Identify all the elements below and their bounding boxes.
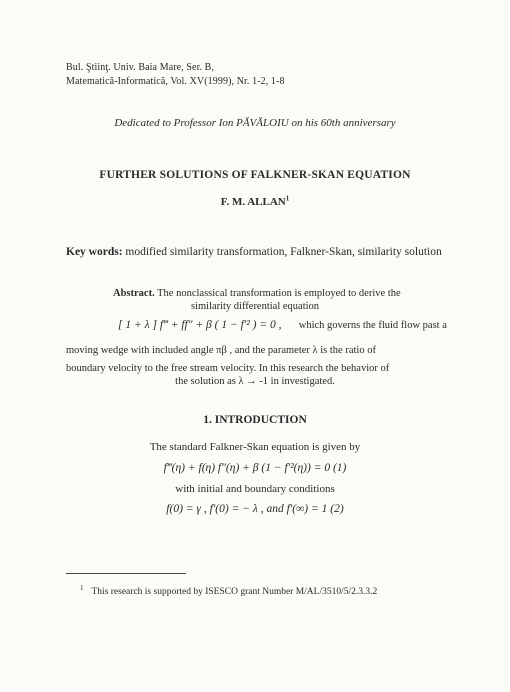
- keywords-label: Key words:: [66, 246, 123, 258]
- abstract-line4: moving wedge with included angle πβ , and the parameter λ is the ratio of: [66, 345, 376, 356]
- abstract-line5: boundary velocity to the free stream velocity. In this research the behavior of: [66, 363, 390, 374]
- keywords-text: modified similarity transformation, Falkner-Skan, similarity solution: [122, 246, 442, 258]
- equation-1: f‴(η) + f(η) f″(η) + β (1 − f′²(η)) = 0 (1): [163, 462, 347, 474]
- abstract-equation: [ 1 + λ ] f‴ + ff″ + β ( 1 − f′² ) = 0 ,: [118, 319, 282, 331]
- keywords: [66, 246, 442, 258]
- paper-title: FURTHER SOLUTIONS OF FALKNER-SKAN EQUATION: [99, 169, 411, 181]
- abstract-line2: similarity differential equation: [190, 301, 320, 312]
- section-heading: 1. INTRODUCTION: [203, 414, 307, 426]
- intro-line2: with initial and boundary conditions: [175, 483, 335, 495]
- abstract-line1: Abstract. The nonclassical transformation is employed to derive the: [113, 288, 401, 299]
- abstract-label: Abstract.: [113, 288, 155, 299]
- abstract-line6: the solution as λ → -1 in investigated.: [175, 376, 335, 387]
- footnote-divider: [66, 573, 186, 574]
- intro-line1: The standard Falkner-Skan equation is given by: [149, 441, 361, 453]
- author-footnote-mark: 1: [285, 194, 290, 203]
- dedication: Dedicated to Professor Ion PĂVĂLOIU on his 60th anniversary: [114, 117, 396, 129]
- footnote: [80, 583, 378, 597]
- abstract-line3: [118, 319, 447, 331]
- author-name: F. M. ALLAN: [220, 196, 286, 208]
- journal-header-line1: Bul. Ştiinţ. Univ. Baia Mare, Ser. B,: [66, 62, 215, 73]
- author: [0, 196, 510, 208]
- journal-header-line2: Matematică-Informatică, Vol. XV(1999), Nr. 1-2, 1-8: [66, 76, 285, 87]
- abstract-line3-tail: which governs the fluid flow past a: [298, 320, 447, 331]
- equation-2: f(0) = γ , f′(0) = − λ , and f′(∞) = 1 (2): [166, 503, 344, 515]
- footnote-text: This research is supported by ISESCO grant Number M/AL/3510/5/2.3.3.2: [91, 587, 378, 597]
- footnote-mark: 1: [80, 583, 84, 592]
